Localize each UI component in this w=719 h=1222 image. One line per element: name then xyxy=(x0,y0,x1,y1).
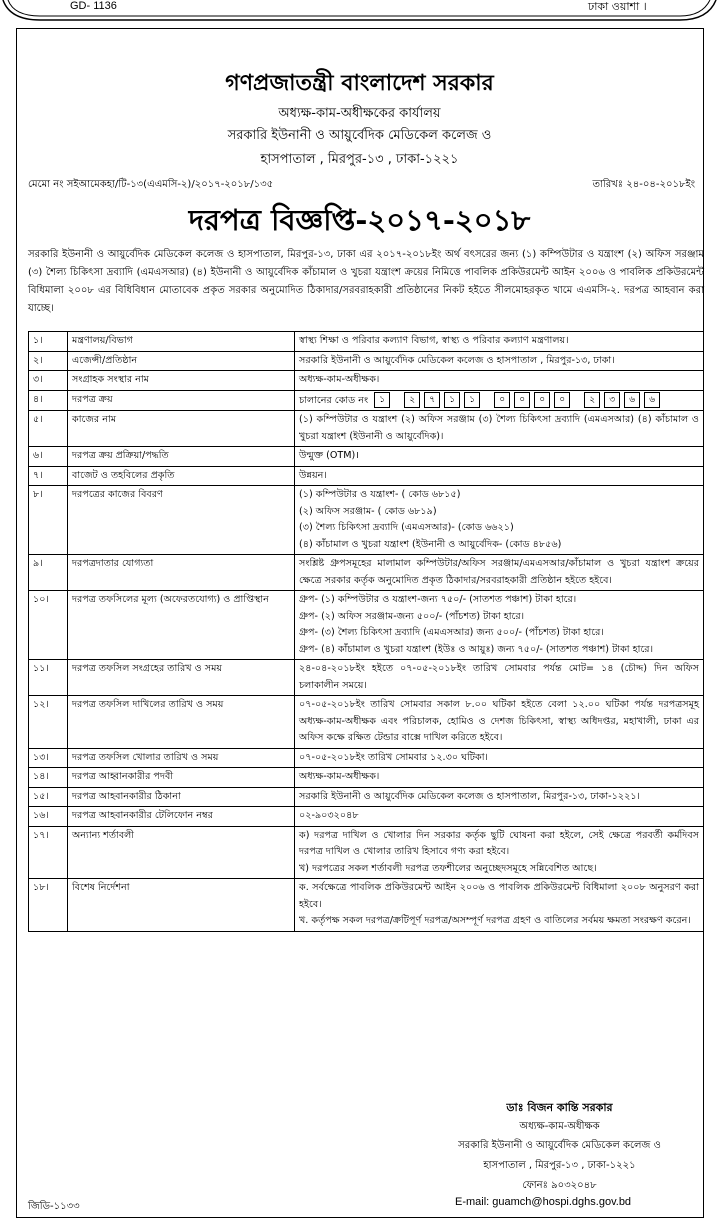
row-value xyxy=(295,411,704,447)
row-value xyxy=(295,807,704,827)
row-value xyxy=(295,390,704,411)
row-label: দরপত্র তফসিল সংগ্রহের তারিখ ও সময় xyxy=(68,660,295,696)
row-value xyxy=(295,826,704,879)
row-label: দরপত্রদাতার যোগ্যতা xyxy=(68,555,295,591)
row-value xyxy=(295,787,704,807)
row-number: ৪। xyxy=(29,390,68,411)
row-value xyxy=(295,591,704,660)
table-row xyxy=(29,826,704,879)
row-value-line: গ্রুপ- (৪) কাঁচামাল ও খুচরা যন্ত্রাংশ (ইউঃ ও আয়ুঃ) জন্য ৭৫০/- (সাতশত পঞ্চাশ) টাকা হারে। xyxy=(299,643,654,655)
row-number: ১১। xyxy=(29,660,68,696)
signatory-name: ডাঃ বিজন কান্তি সরকার xyxy=(506,1101,613,1114)
code-digit: ০ xyxy=(534,392,550,408)
row-number: ৭। xyxy=(29,466,68,486)
row-number: ১৭। xyxy=(29,826,68,879)
row-value-text: অধ্যক্ষ-কাম-অধীক্ষক। xyxy=(299,374,380,385)
table-row xyxy=(29,486,704,555)
row-label: দরপত্র তফসিলের মূল্য (অফেরতযোগ্য) ও প্রাপ্তিস্থান xyxy=(68,591,295,660)
row-value-line: (২) অফিস সরঞ্জাম- ( কোড ৬৮১৯) xyxy=(299,505,437,517)
signatory-email[interactable]: E-mail: guamch@hospi.dghs.gov.bd xyxy=(455,1196,632,1208)
row-value-text: ০২-৯০৩২০৪৮ xyxy=(299,810,359,821)
row-value xyxy=(295,768,704,788)
row-value xyxy=(295,466,704,486)
table-row xyxy=(29,447,704,467)
signatory-org-1: সরকারি ইউনানী ও আয়ুর্বেদিক মেডিকেল কলেজ ও xyxy=(458,1140,661,1151)
row-value-text: অধ্যক্ষ-কাম-অধীক্ষক। xyxy=(299,771,380,782)
row-label: দরপত্র ক্রয় xyxy=(68,390,295,411)
table-row xyxy=(29,768,704,788)
college-line-1: সরকারি ইউনানী ও আয়ুর্বেদিক মেডিকেল কলেজ ও xyxy=(227,128,492,143)
table-row xyxy=(29,879,704,932)
row-value-line: ক. সর্বক্ষেত্রে পাবলিক প্রকিউরমেন্ট আইন ২০০৬ ও পাবলিক প্রকিউরমেন্ট বিধিমালা ২০০৮ অনুসরণ করা হইবে। xyxy=(299,882,699,910)
code-gap xyxy=(574,392,580,406)
govt-title: গণপ্রজাতন্ত্রী বাংলাদেশ সরকার xyxy=(225,70,494,96)
gd-code-top: GD- 1136 xyxy=(70,0,117,12)
row-number: ৩। xyxy=(29,371,68,391)
code-gap xyxy=(484,392,490,406)
table-row xyxy=(29,371,704,391)
row-value-text: (১) কম্পিউটার ও যন্ত্রাংশ (২) অফিস সরঞ্জাম (৩) শৈল্য চিকিৎসা দ্রব্যাদি (এমএসআর) (৪) কাঁচামাল ও খুচরা যন্ত্রাংশ (ইউনানী ও আয়ুর্বেদিক)। xyxy=(299,414,699,442)
code-digit: ২ xyxy=(584,392,600,408)
code-digit: ০ xyxy=(494,392,510,408)
row-value-line: (৩) শৈল্য চিকিৎসা দ্রব্যাদি (এমএসআর)- (কোড ৬৬২১) xyxy=(299,522,514,533)
row-label: দরপত্র ক্রয় প্রক্রিয়া/পদ্ধতি xyxy=(68,447,295,467)
memo-date: তারিখঃ ২৪-০৪-২০১৮ইং xyxy=(592,179,695,190)
row-value-line: গ্রুপ- (২) অফিস সরঞ্জাম-জন্য ৫০০/- (পাঁচশত) টাকা হারে। xyxy=(299,610,525,622)
row-value-text: উন্মুক্ত (OTM)। xyxy=(299,450,359,461)
row-number: ১৫। xyxy=(29,787,68,807)
row-value-line: গ্রুপ- (১) কম্পিউটার ও যন্ত্রাংশ-জন্য ৭৫০/- (সাতশত পঞ্চাশ) টাকা হারে। xyxy=(299,594,577,605)
table-row xyxy=(29,390,704,411)
table-row xyxy=(29,555,704,591)
row-value-line: ক) দরপত্র দাখিল ও খোলার দিন সরকার কর্তৃক ছুটি ঘোষনা করা হইলে, সেই ক্ষেত্রে পরবর্তী কর্মদিবস দরপত্র দাখিল ও খোলার তারিখ হিসাবে গণ্য করা হইবে। xyxy=(299,829,699,857)
row-value xyxy=(295,879,704,932)
row-label: সংগ্রাহক সংস্থার নাম xyxy=(68,371,295,391)
row-value xyxy=(295,332,704,352)
intro-paragraph: সরকারি ইউনানী ও আয়ুর্বেদিক মেডিকেল কলেজ ও হাসপাতাল, মিরপুর-১৩, ঢাকা এর ২০১৭-২০১৮ইং অর্থ বৎসরের জন্য (১) কম্পিউটার ও যন্ত্রাংশ (২) অফিস সরঞ্জাম (৩) শৈল্য চিকিৎসা দ্রব্যাদি (এমএসআর) (৪) ইউনানী ও আয়ুর্বেদিক কাঁচামাল ও খুচরা যন্ত্রাংশ ক্রয়ের নিমিত্তে পাবলিক প্রকিউরমেন্ট আইন ২০০৬ ও পাবলিক প্রকিউরমেন্ট বিধিমালা ২০০৮ এর বিধিবিধান মোতাবেক প্রকৃত সরকার অনুমোদিত ঠিকাদার/সরবরাহকারী প্রতিষ্ঠানের নিকট হইতে সীলমোহরকৃত খামে এএমসি-২. দরপত্র আহবান করা যাচ্ছে। xyxy=(28,249,704,314)
row-label: দরপত্র তফসিল দাখিলের তারিখ ও সময় xyxy=(68,696,295,749)
row-value xyxy=(295,447,704,467)
row-number: ৫। xyxy=(29,411,68,447)
memo-number: মেমো নং সইআমেকহা/টি-১৩(এএমসি-২)/২০১৭-২০১৮/১৩৫ xyxy=(28,179,274,190)
row-value-text: স্বাস্থ্য শিক্ষা ও পরিবার কল্যাণ বিভাগ, স্বাস্থ্য ও পরিবার কল্যাণ মন্ত্রণালয়। xyxy=(299,335,569,346)
table-row xyxy=(29,351,704,371)
signatory-org-2: হাসপাতাল , মিরপুর-১৩ , ঢাকা-১২২১ xyxy=(483,1160,636,1171)
row-label: দরপত্র আহবানকারীর টেলিফোন নম্বর xyxy=(68,807,295,827)
row-value xyxy=(295,555,704,591)
code-digit: ১ xyxy=(464,392,480,408)
table-row xyxy=(29,466,704,486)
row-number: ১৬। xyxy=(29,807,68,827)
table-row xyxy=(29,332,704,352)
table-row xyxy=(29,807,704,827)
row-value-text: ০৭-০৫-২০১৮ইং তারিখ সোমবার ১২.৩০ ঘটিকা। xyxy=(299,751,488,763)
college-line-2: হাসপাতাল , মিরপুর-১৩ , ঢাকা-১২২১ xyxy=(260,152,459,167)
row-label: বাজেট ও তহবিলের প্রকৃতি xyxy=(68,466,295,486)
row-value-line: গ্রুপ- (৩) শৈল্য চিকিৎসা দ্রব্যাদি (এমএসআর) জন্য ৫০০/- (পাঁচশত) টাকা হারে। xyxy=(299,627,604,638)
footer-gd-code: জিডি-১১৩৩ xyxy=(28,1201,80,1212)
code-gap xyxy=(394,392,400,406)
row-value xyxy=(295,696,704,749)
row-number: ১০। xyxy=(29,591,68,660)
row-value-text: উন্নয়ন। xyxy=(299,469,327,481)
row-value xyxy=(295,660,704,696)
table-row xyxy=(29,748,704,768)
row-label: এজেন্সী/প্রতিষ্ঠান xyxy=(68,351,295,371)
row-value-text: চালানের কোড নং xyxy=(299,394,369,406)
row-label: দরপত্র আহ্বানকারীর পদবী xyxy=(68,768,295,788)
code-digit: ১ xyxy=(374,392,390,408)
row-value-line: খ. কর্তৃপক্ষ সকল দরপত্র/ক্রটিপূর্ণ দরপত্র/অসম্পূর্ণ দরপত্র গ্রহণ ও বাতিলের সর্বময় ক্ষমতা সংরক্ষণ করেন। xyxy=(299,915,691,926)
row-number: ৬। xyxy=(29,447,68,467)
row-value-text: সরকারি ইউনানী ও আয়ুর্বেদিক মেডিকেল কলেজ ও হাসপাতাল , মিরপুর-১৩, ঢাকা। xyxy=(299,354,615,366)
code-digit: ৬ xyxy=(644,392,660,408)
row-number: ১২। xyxy=(29,696,68,749)
office-line: অধ্যক্ষ-কাম-অধীক্ষকের কার্যালয় xyxy=(278,106,441,121)
row-label: দরপত্র আহবানকারীর ঠিকানা xyxy=(68,787,295,807)
code-digit: ২ xyxy=(404,392,420,408)
top-banner-frame xyxy=(0,0,719,22)
row-number: ৯। xyxy=(29,555,68,591)
challan-code-boxes xyxy=(374,392,660,408)
row-value-line: (৪) কাঁচামাল ও খুচরা যন্ত্রাংশ (ইউনানী ও আয়ুর্বেদিক- (কোড ৪৮৫৬) xyxy=(299,538,562,550)
row-number: ১৪। xyxy=(29,768,68,788)
row-label: বিশেষ নির্দেশনা xyxy=(68,879,295,932)
code-digit: ০ xyxy=(514,392,530,408)
code-digit: ০ xyxy=(554,392,570,408)
table-row xyxy=(29,411,704,447)
table-row xyxy=(29,696,704,749)
row-number: ১। xyxy=(29,332,68,352)
tender-table xyxy=(28,331,704,932)
table-row xyxy=(29,591,704,660)
row-value xyxy=(295,748,704,768)
row-value xyxy=(295,371,704,391)
row-number: ৮। xyxy=(29,486,68,555)
row-number: ১৮। xyxy=(29,879,68,932)
code-digit: ১ xyxy=(444,392,460,408)
row-label: কাজের নাম xyxy=(68,411,295,447)
row-value xyxy=(295,486,704,555)
row-number: ১৩। xyxy=(29,748,68,768)
code-digit: ৬ xyxy=(624,392,640,408)
row-value-text: সংশ্লিষ্ট গ্রুপসমূহের মালামাল কম্পিউটার/অফিস সরঞ্জাম/এমএসআর/কাঁচামাল ও খুচরা যন্ত্রাংশ ক্রয়ের ক্ষেত্রে সরকার কর্তৃক অনুমোদিত প্রকৃত ঠিকাদার/সরবরাহকারী প্রতিষ্ঠান হইতে হইবে। xyxy=(299,558,699,586)
row-value-line: (১) কম্পিউটার ও যন্ত্রাংশ- ( কোড ৬৮১৫) xyxy=(299,489,461,500)
row-label: দরপত্রের কাজের বিবরণ xyxy=(68,486,295,555)
row-label: মন্ত্রণালয়/বিভাগ xyxy=(68,332,295,352)
signatory-phone: ফোনঃ ৯০৩২০৪৮ xyxy=(522,1180,597,1191)
code-digit: ৩ xyxy=(604,392,620,408)
notice-title: দরপত্র বিজ্ঞপ্তি-২০১৭-২০১৮ xyxy=(188,203,531,237)
table-row xyxy=(29,660,704,696)
row-value-text: ০৭-০৫-২০১৮ইং তারিখ সোমবার সকাল ৮.০০ ঘটিকা হইতে বেলা ১২.০০ ঘটিকা পর্যন্ত দরপত্রসমূহ অধ্যক্ষ-কাম-অধীক্ষক এবং পরিচালক, হোমিও ও দেশজ চিকিৎসা, স্বাস্থ্য অধিদপ্তর, মহাখালী, ঢাকা এর অফিস কক্ষে রক্ষিত টেন্ডার বাক্সে দাখিল করিতে হইবে। xyxy=(299,699,699,743)
row-label: দরপত্র তফসিল খোলার তারিখ ও সময় xyxy=(68,748,295,768)
row-value-text: ২৪-০৪-২০১৮ইং হইতে ০৭-০৫-২০১৮ইং তারিখ সোমবার পর্যন্ত মোট= ১৪ (চৌদ্দ) দিন অফিস চলাকালীন সময়ে। xyxy=(299,663,699,691)
row-value xyxy=(295,351,704,371)
place-top: ঢাকা ওয়াশা । xyxy=(588,0,647,13)
table-row xyxy=(29,787,704,807)
code-digit: ৭ xyxy=(424,392,440,408)
row-value-text: সরকারি ইউনানী ও আয়ুর্বেদিক মেডিকেল কলেজ ও হাসপাতাল, মিরপুর-১৩, ঢাকা-১২২১। xyxy=(299,790,640,802)
signatory-title: অধ্যক্ষ-কাম-অধীক্ষক xyxy=(519,1121,600,1132)
row-value-line: খ) দরপত্রের সকল শর্তাবলী দরপত্র তফশীলের অনুচ্ছেদসমূহে সন্নিবেশিত আছে। xyxy=(299,862,597,874)
row-number: ২। xyxy=(29,351,68,371)
row-label: অন্যান্য শর্তাবলী xyxy=(68,826,295,879)
